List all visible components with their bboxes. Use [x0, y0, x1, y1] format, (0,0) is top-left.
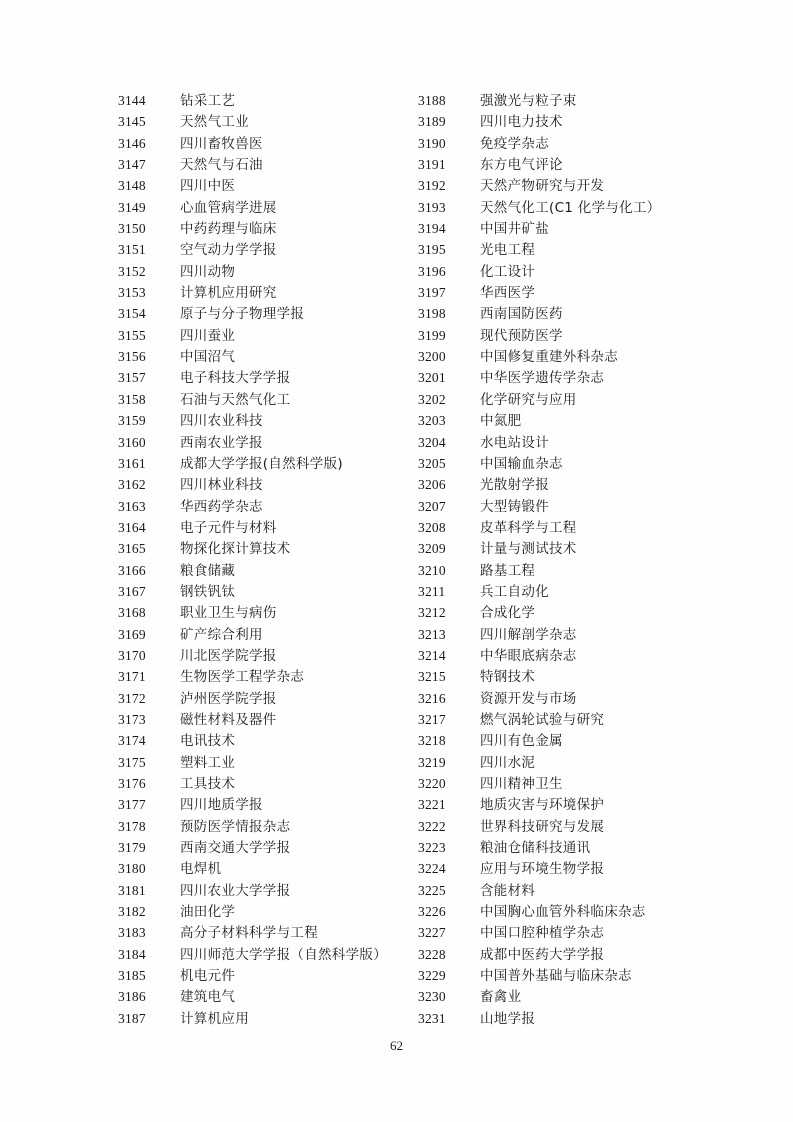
entry-title: 天然气工业	[180, 114, 249, 131]
entry-title: 磁性材料及器件	[180, 711, 277, 728]
list-item	[418, 922, 718, 943]
entry-title: 应用与环境生物学报	[480, 861, 605, 878]
entry-number: 3152	[118, 263, 146, 279]
entry-title: 光散射学报	[480, 477, 549, 494]
entry-number: 3212	[418, 605, 446, 621]
list-item	[118, 474, 418, 495]
right-column	[418, 90, 718, 1029]
list-item	[418, 944, 718, 965]
entry-title: 化学研究与应用	[480, 391, 577, 408]
entry-title: 兵工自动化	[480, 583, 549, 600]
list-item	[418, 90, 718, 111]
entry-number: 3144	[118, 93, 146, 108]
entry-title: 中国修复重建外科杂志	[480, 349, 618, 366]
list-item	[118, 154, 418, 175]
list-item	[418, 709, 718, 730]
entry-title: 天然产物研究与开发	[480, 178, 605, 195]
entry-title: 中华医学遗传学杂志	[480, 370, 605, 387]
list-item	[118, 730, 418, 751]
entry-title: 电讯技术	[180, 733, 236, 750]
list-item	[418, 837, 718, 858]
list-item	[418, 410, 718, 431]
entry-title: 机电元件	[180, 968, 236, 985]
entry-title: 四川解剖学杂志	[480, 626, 577, 643]
list-item	[418, 133, 718, 154]
list-item	[118, 986, 418, 1007]
entry-title: 电子科技大学学报	[180, 370, 291, 387]
list-item	[418, 560, 718, 581]
list-item	[118, 517, 418, 538]
entry-number: 3153	[118, 285, 146, 301]
entry-number: 3209	[418, 541, 446, 557]
list-item	[418, 986, 718, 1007]
list-item	[418, 474, 718, 495]
page-number: 62	[390, 1038, 403, 1053]
entry-title: 光电工程	[480, 242, 536, 259]
entry-number: 3202	[418, 391, 446, 407]
entry-title: 四川畜牧兽医	[180, 135, 263, 152]
entry-number: 3186	[118, 989, 146, 1005]
entry-title: 计量与测试技术	[480, 541, 577, 558]
entry-number: 3196	[418, 263, 446, 279]
entry-number: 3194	[418, 221, 446, 237]
entry-number: 3165	[118, 541, 146, 557]
list-item	[418, 367, 718, 388]
entry-title: 中国井矿盐	[480, 221, 549, 238]
entry-title: 四川中医	[180, 178, 236, 195]
list-item	[418, 303, 718, 324]
entry-title: 强激光与粒子束	[480, 93, 577, 109]
entry-title: 高分子材料科学与工程	[180, 925, 318, 942]
list-item	[118, 666, 418, 687]
entry-number: 3193	[418, 199, 446, 215]
entry-title: 粮油仓储科技通讯	[480, 840, 591, 857]
list-item	[118, 432, 418, 453]
entry-title: 中国胸心血管外科临床杂志	[480, 904, 646, 921]
entry-number: 3182	[118, 904, 146, 920]
list-item	[418, 816, 718, 837]
entry-title: 石油与天然气化工	[180, 391, 291, 408]
entry-title: 川北医学院学报	[180, 647, 277, 664]
entry-title: 华西药学杂志	[180, 498, 263, 515]
entry-number: 3159	[118, 413, 146, 429]
entry-title: 中国口腔种植学杂志	[480, 925, 605, 942]
two-column-layout	[118, 90, 718, 1029]
entry-number: 3190	[418, 135, 446, 151]
entry-title: 四川精神卫生	[480, 776, 563, 792]
entry-title: 地质灾害与环境保护	[480, 797, 605, 814]
entry-number: 3198	[418, 306, 446, 322]
list-item	[118, 816, 418, 837]
list-item	[418, 175, 718, 196]
list-item	[418, 730, 718, 751]
entry-number: 3201	[418, 370, 446, 386]
entry-number: 3176	[118, 776, 146, 791]
entry-title: 东方电气评论	[480, 157, 563, 174]
list-item	[118, 197, 418, 218]
list-item	[418, 496, 718, 517]
entry-title: 中国普外基础与临床杂志	[480, 968, 632, 985]
entry-title: 建筑电气	[180, 989, 236, 1006]
entry-title: 现代预防医学	[480, 327, 563, 344]
entry-number: 3155	[118, 327, 146, 343]
list-item	[118, 602, 418, 623]
entry-number: 3225	[418, 882, 446, 898]
entry-number: 3208	[418, 519, 446, 535]
entry-title: 山地学报	[480, 1010, 536, 1027]
list-item	[418, 901, 718, 922]
entry-number: 3191	[418, 157, 446, 173]
entry-number: 3150	[118, 221, 146, 237]
entry-title: 泸州医学院学报	[180, 690, 277, 707]
list-item	[118, 901, 418, 922]
list-item	[118, 282, 418, 303]
entry-title: 油田化学	[180, 904, 236, 921]
entry-number: 3161	[118, 455, 146, 471]
list-item	[418, 239, 718, 260]
entry-number: 3185	[118, 968, 146, 984]
list-item	[418, 602, 718, 623]
entry-number: 3157	[118, 370, 146, 386]
entry-title: 中华眼底病杂志	[480, 647, 577, 664]
entry-number: 3179	[118, 840, 146, 856]
list-item	[418, 111, 718, 132]
list-item	[118, 496, 418, 517]
list-item	[118, 837, 418, 858]
entry-number: 3229	[418, 968, 446, 984]
entry-number: 3216	[418, 690, 446, 706]
list-item	[118, 133, 418, 154]
entry-number: 3175	[118, 754, 146, 770]
entry-number: 3221	[418, 797, 446, 813]
list-item	[418, 453, 718, 474]
entry-number: 3149	[118, 199, 146, 215]
entry-title: 资源开发与市场	[480, 690, 577, 707]
entry-title: 西南国防医药	[480, 306, 563, 323]
entry-title: 西南农业学报	[180, 434, 263, 451]
list-item	[118, 303, 418, 324]
entry-number: 3211	[418, 583, 446, 599]
entry-number: 3197	[418, 285, 446, 301]
list-item	[118, 538, 418, 559]
entry-title: 四川电力技术	[480, 114, 563, 131]
list-item	[118, 218, 418, 239]
entry-number: 3226	[418, 904, 446, 920]
entry-number: 3213	[418, 626, 446, 642]
list-item	[418, 261, 718, 282]
entry-number: 3222	[418, 818, 446, 834]
entry-title: 西南交通大学学报	[180, 840, 291, 857]
entry-number: 3146	[118, 135, 146, 151]
list-item	[418, 346, 718, 367]
entry-title: 含能材料	[480, 882, 536, 899]
list-item	[418, 773, 718, 794]
entry-number: 3162	[118, 477, 146, 493]
list-item	[418, 432, 718, 453]
entry-number: 3170	[118, 647, 146, 663]
entry-title: 预防医学情报杂志	[180, 818, 291, 835]
list-item	[118, 367, 418, 388]
list-item	[418, 538, 718, 559]
entry-number: 3228	[418, 946, 446, 962]
entry-title: 矿产综合利用	[180, 626, 263, 643]
entry-title: 路基工程	[480, 562, 536, 579]
entry-title: 中氮肥	[480, 413, 522, 430]
entry-number: 3218	[418, 733, 446, 749]
entry-number: 3184	[118, 946, 146, 962]
list-item	[418, 880, 718, 901]
entry-title: 成都大学学报(自然科学版)	[180, 455, 343, 472]
entry-title: 天然气与石油	[180, 157, 263, 174]
entry-title: 粮食储藏	[180, 562, 236, 579]
list-item	[118, 410, 418, 431]
list-item	[418, 794, 718, 815]
entry-number: 3207	[418, 498, 446, 514]
entry-title: 钻采工艺	[180, 93, 236, 109]
list-item	[418, 688, 718, 709]
entry-title: 计算机应用	[180, 1010, 249, 1027]
entry-number: 3158	[118, 391, 146, 407]
entry-number: 3183	[118, 925, 146, 941]
entry-number: 3151	[118, 242, 146, 258]
entry-title: 计算机应用研究	[180, 285, 277, 302]
list-item	[118, 389, 418, 410]
entry-title: 四川农业科技	[180, 413, 263, 430]
entry-title: 塑料工业	[180, 754, 236, 771]
entry-title: 水电站设计	[480, 434, 549, 451]
entry-number: 3172	[118, 690, 146, 706]
entry-title: 四川水泥	[480, 754, 536, 771]
list-item	[418, 624, 718, 645]
entry-number: 3219	[418, 754, 446, 770]
entry-title: 中国沼气	[180, 349, 236, 366]
entry-title: 四川林业科技	[180, 477, 263, 494]
list-item	[418, 965, 718, 986]
entry-number: 3230	[418, 989, 446, 1005]
entry-number: 3200	[418, 349, 446, 365]
entry-title: 免疫学杂志	[480, 135, 549, 152]
list-item	[118, 794, 418, 815]
entry-title: 四川蚕业	[180, 327, 236, 344]
left-column	[118, 90, 418, 1029]
entry-number: 3180	[118, 861, 146, 877]
entry-number: 3154	[118, 306, 146, 322]
list-item	[418, 752, 718, 773]
list-item	[418, 197, 718, 218]
list-item	[118, 858, 418, 879]
list-item	[118, 453, 418, 474]
entry-number: 3231	[418, 1010, 446, 1026]
entry-number: 3204	[418, 434, 446, 450]
list-item	[118, 175, 418, 196]
entry-number: 3173	[118, 711, 146, 727]
entry-title: 皮革科学与工程	[480, 519, 577, 536]
entry-title: 电子元件与材料	[180, 519, 277, 536]
entry-number: 3147	[118, 157, 146, 173]
list-item	[118, 346, 418, 367]
entry-number: 3189	[418, 114, 446, 130]
entry-title: 畜禽业	[480, 989, 522, 1006]
entry-title: 四川师范大学学报（自然科学版）	[180, 946, 387, 963]
entry-number: 3215	[418, 669, 446, 685]
entry-number: 3160	[118, 434, 146, 450]
entry-number: 3168	[118, 605, 146, 621]
list-item	[118, 688, 418, 709]
entry-title: 特钢技术	[480, 669, 536, 686]
entry-number: 3187	[118, 1010, 146, 1026]
entry-title: 钢铁钒钛	[180, 583, 236, 600]
entry-number: 3199	[418, 327, 446, 343]
entry-title: 心血管病学进展	[180, 199, 277, 216]
list-item	[418, 325, 718, 346]
list-item	[418, 666, 718, 687]
entry-title: 天然气化工(C1 化学与化工）	[480, 199, 661, 216]
entry-number: 3223	[418, 840, 446, 856]
list-item	[118, 581, 418, 602]
entry-number: 3203	[418, 413, 446, 429]
entry-number: 3205	[418, 455, 446, 471]
entry-number: 3171	[118, 669, 146, 685]
entry-number: 3163	[118, 498, 146, 514]
list-item	[118, 325, 418, 346]
entry-number: 3210	[418, 562, 446, 578]
journal-list	[118, 90, 718, 1029]
entry-title: 世界科技研究与发展	[480, 818, 605, 835]
entry-title: 四川动物	[180, 263, 236, 280]
entry-number: 3220	[418, 776, 446, 791]
entry-number: 3166	[118, 562, 146, 578]
entry-number: 3148	[118, 178, 146, 194]
entry-number: 3167	[118, 583, 146, 599]
entry-title: 生物医学工程学杂志	[180, 669, 305, 686]
entry-number: 3169	[118, 626, 146, 642]
list-item	[118, 261, 418, 282]
entry-title: 燃气涡轮试验与研究	[480, 711, 605, 728]
list-item	[118, 239, 418, 260]
entry-number: 3181	[118, 882, 146, 898]
list-item	[118, 709, 418, 730]
entry-title: 四川农业大学学报	[180, 882, 291, 899]
entry-title: 成都中医药大学学报	[480, 946, 605, 963]
entry-number: 3227	[418, 925, 446, 941]
list-item	[118, 645, 418, 666]
entry-title: 中国输血杂志	[480, 455, 563, 472]
list-item	[418, 581, 718, 602]
entry-number: 3214	[418, 647, 446, 663]
entry-number: 3206	[418, 477, 446, 493]
list-item	[118, 773, 418, 794]
entry-number: 3174	[118, 733, 146, 749]
entry-number: 3192	[418, 178, 446, 194]
entry-number: 3195	[418, 242, 446, 258]
list-item	[118, 111, 418, 132]
list-item	[418, 218, 718, 239]
entry-title: 化工设计	[480, 263, 536, 280]
entry-title: 四川有色金属	[480, 733, 563, 750]
entry-number: 3178	[118, 818, 146, 834]
list-item	[418, 858, 718, 879]
entry-title: 物探化探计算技术	[180, 541, 291, 558]
entry-title: 原子与分子物理学报	[180, 306, 305, 323]
list-item	[118, 944, 418, 965]
list-item	[118, 880, 418, 901]
list-item	[418, 645, 718, 666]
entry-title: 四川地质学报	[180, 797, 263, 814]
entry-number: 3217	[418, 711, 446, 727]
list-item	[418, 154, 718, 175]
list-item	[118, 90, 418, 111]
entry-number: 3177	[118, 797, 146, 813]
entry-title: 华西医学	[480, 285, 536, 302]
entry-title: 工具技术	[180, 776, 236, 792]
entry-title: 合成化学	[480, 605, 536, 622]
entry-title: 电焊机	[180, 861, 222, 878]
entry-title: 职业卫生与病伤	[180, 605, 277, 622]
list-item	[118, 1008, 418, 1029]
entry-title: 大型铸锻件	[480, 498, 549, 515]
list-item	[418, 389, 718, 410]
entry-number: 3188	[418, 93, 446, 108]
entry-title: 中药药理与临床	[180, 221, 277, 238]
list-item	[118, 965, 418, 986]
list-item	[418, 282, 718, 303]
list-item	[118, 624, 418, 645]
list-item	[418, 1008, 718, 1029]
entry-title: 空气动力学学报	[180, 242, 277, 259]
list-item	[118, 752, 418, 773]
entry-number: 3145	[118, 114, 146, 130]
entry-number: 3156	[118, 349, 146, 365]
list-item	[418, 517, 718, 538]
list-item	[118, 922, 418, 943]
list-item	[118, 560, 418, 581]
entry-number: 3224	[418, 861, 446, 877]
entry-number: 3164	[118, 519, 146, 535]
